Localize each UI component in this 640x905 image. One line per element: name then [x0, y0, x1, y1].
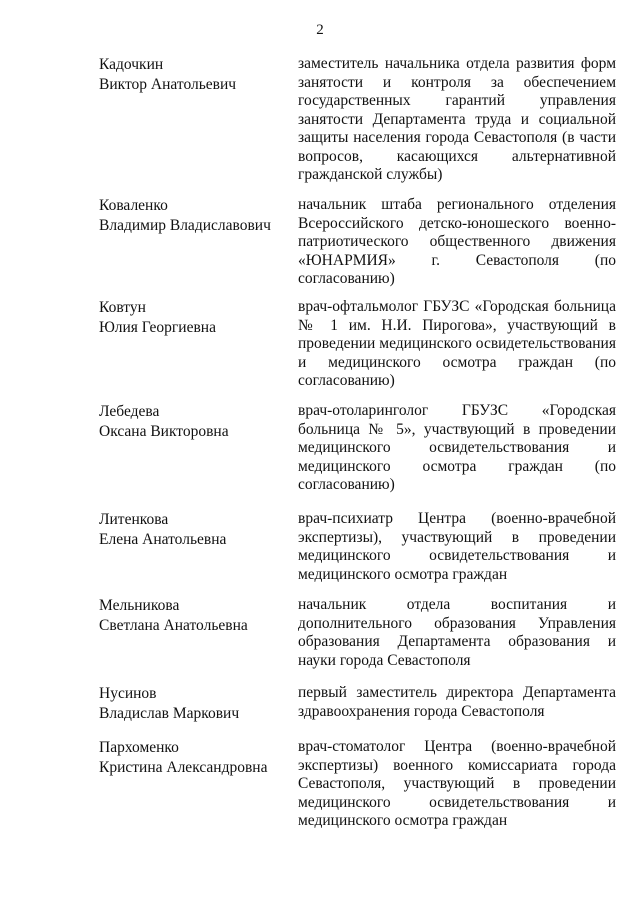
- member-surname: Мельникова: [99, 597, 180, 614]
- member-name: [99, 596, 284, 635]
- member-role: врач-отоларинголог ГБУЗС «Городская больница № 5», участвующий в проведении медицинского освидетельствования и медицинского осмотра граждан (по согласованию): [298, 402, 616, 493]
- member-role: первый заместитель директора Департамента здравоохранения города Севастополя: [298, 684, 616, 720]
- member-given-names: Владимир Владиславович: [99, 216, 271, 234]
- member-surname: Пархоменко: [99, 739, 179, 756]
- member-name: [99, 298, 284, 337]
- page-number: 2: [316, 22, 324, 38]
- member-role: начальник штаба регионального отделения Всероссийского детско-юношеского военно-патриотического общественного движения «ЮНАРМИЯ» г. Севастополя (по согласованию): [298, 196, 616, 287]
- member-role: начальник отдела воспитания и дополнительного образования Управления образования Департамента образования и науки города Севастополя: [298, 596, 616, 669]
- member-given-names: Светлана Анатольевна: [99, 616, 248, 634]
- member-given-names: Владислав Маркович: [99, 704, 240, 722]
- member-given-names: Кристина Александровна: [99, 758, 268, 776]
- member-surname: Кадочкин: [99, 56, 164, 73]
- member-given-names: Елена Анатольевна: [99, 530, 227, 548]
- member-given-names: Юлия Георгиевна: [99, 318, 216, 336]
- member-role: заместитель начальника отдела развития форм занятости и контроля за обеспечением государственных гарантий управления занятости Департамента труда и социальной защиты населения города Севастополя (в части вопросов, касающихся альтернативной гражданской службы): [298, 55, 616, 183]
- member-surname: Литенкова: [99, 511, 169, 528]
- member-name: [99, 684, 284, 723]
- member-given-names: Виктор Анатольевич: [99, 75, 237, 93]
- member-role: врач-психиатр Центра (военно-врачебной экспертизы), участвующий в проведении медицинского освидетельствования и медицинского осмотра граждан: [298, 510, 616, 583]
- member-surname: Лебедева: [99, 403, 160, 420]
- member-role: врач-стоматолог Центра (военно-врачебной экспертизы) военного комиссариата города Севастополя, участвующий в проведении медицинского освидетельствования и медицинского осмотра граждан: [298, 738, 616, 829]
- member-surname: Коваленко: [99, 197, 168, 214]
- member-given-names: Оксана Викторовна: [99, 422, 229, 440]
- member-surname: Нусинов: [99, 685, 157, 702]
- member-name: [99, 510, 284, 549]
- member-name: [99, 402, 284, 441]
- member-surname: Ковтун: [99, 299, 146, 316]
- member-role: врач-офтальмолог ГБУЗС «Городская больница № 1 им. Н.И. Пирогова», участвующий в проведении медицинского освидетельствования и медицинского осмотра граждан (по согласованию): [298, 298, 616, 389]
- member-name: [99, 738, 284, 777]
- member-name: [99, 196, 284, 235]
- member-name: [99, 55, 284, 94]
